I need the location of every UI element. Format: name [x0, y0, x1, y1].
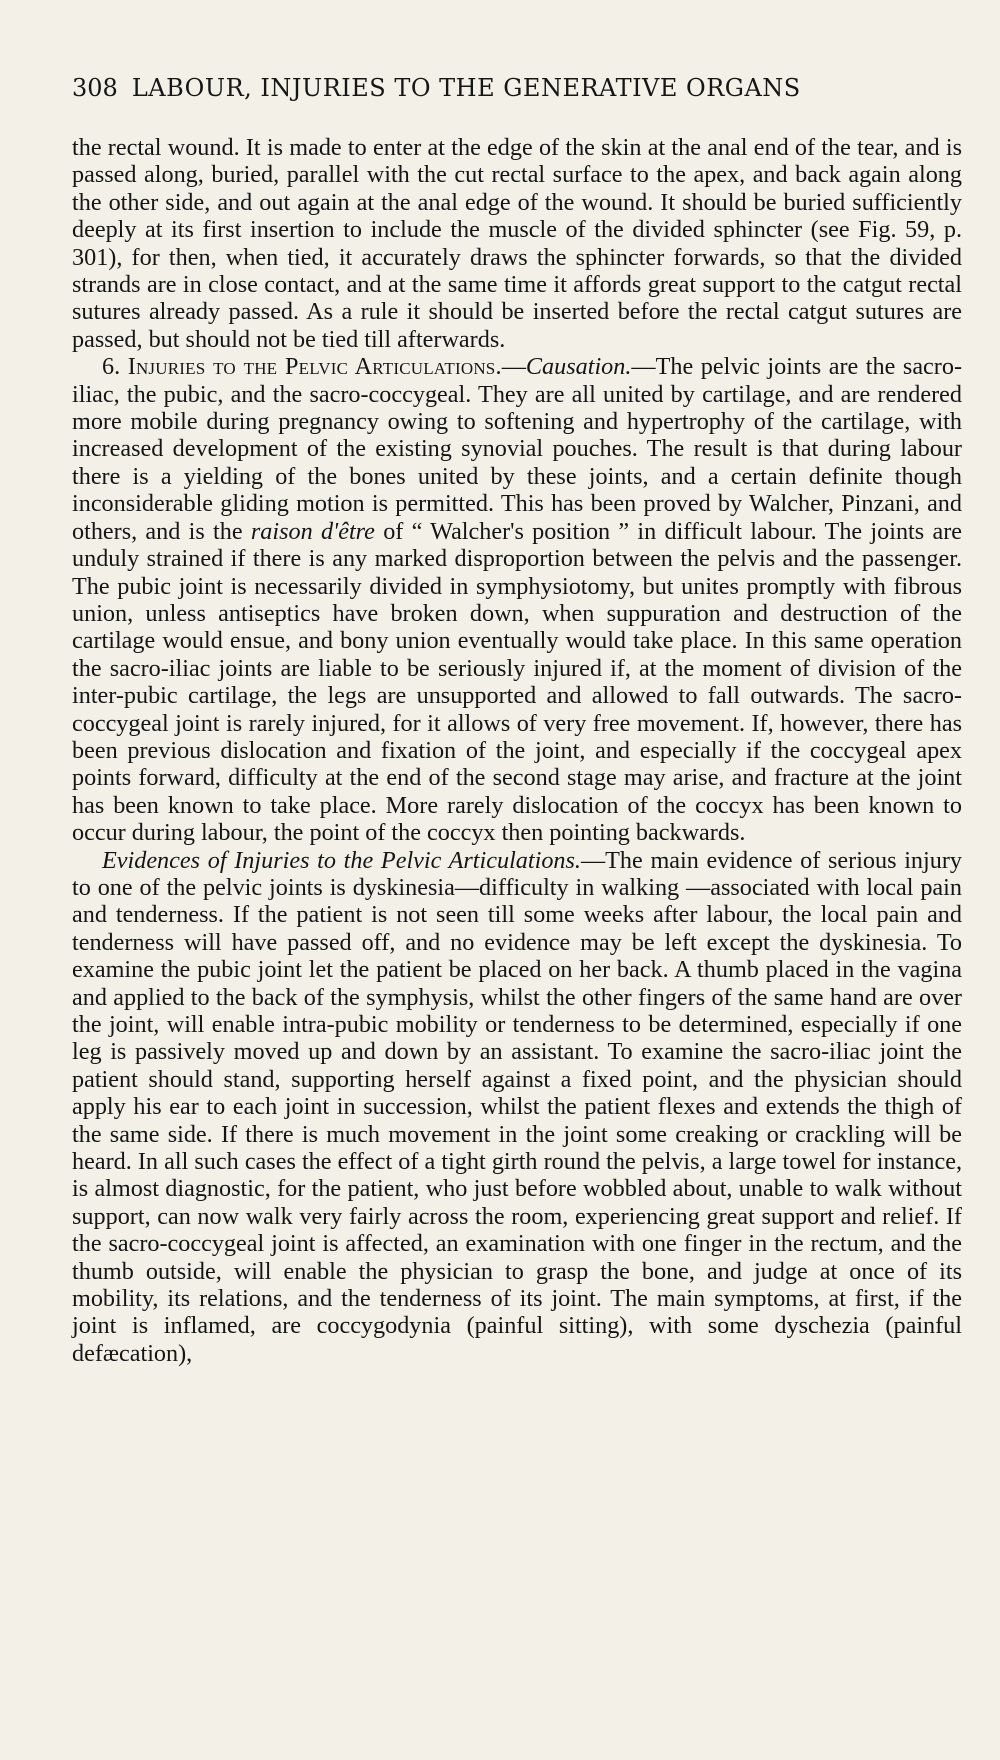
paragraph-continuation — [72, 134, 962, 353]
paragraph-evidences — [72, 847, 962, 1368]
dash: — — [631, 353, 656, 381]
subheading-evidences: Evidences of Injuries to the Pelvic Articulations. — [102, 846, 581, 874]
section-heading: Injuries to the Pelvic Articulations. — [127, 353, 502, 381]
paragraph-text: —The main evidence of serious injury to one of the pelvic joints is dyskinesia—difficulty in walking —associated with local pain and tenderness. If the patient is not seen till some weeks after labour, the local pain and tenderness will have passed off, and no evidence may be left except the dyskinesia. To examine the pubic joint let the patient be placed on her back. A thumb placed in the vagina and applied to the back of the symphysis, whilst the other fingers of the same hand are over the joint, will enable intra-pubic mobility or tenderness to be determined, especially if one leg is passively moved up and down by an assistant. To examine the sacro-iliac joint the patient should stand, supporting herself against a fixed point, and the physician should apply his ear to each joint in succession, whilst the patient flexes and extends the thigh of the same side. If there is much movement in the joint some creaking or crackling will be heard. In all such cases the effect of a tight girth round the pelvis, a large towel for instance, is almost diagnostic, for the patient, who just before wobbled about, unable to walk without support, can now walk very fairly across the room, experiencing great support and relief. If the sacro-coccygeal joint is affected, an examination with one finger in the rectum, and the thumb outside, will enable the physician to grasp the bone, and judge at once of its mobility, its relations, and the tenderness of its joint. The main symptoms, at first, if the joint is inflamed, are coccygodynia (painful sitting), with some dyschezia (painful defæcation), — [72, 846, 962, 1367]
dash: — — [501, 353, 526, 381]
running-head — [72, 74, 932, 108]
paragraph-text: the rectal wound. It is made to enter at the edge of the skin at the anal end of the tear, and is passed along, buried, parallel with the cut rectal surface to the apex, and back again along the other side, and out again at the anal edge of the wound. It should be buried sufficiently deeply at its first insertion to include the muscle of the divided sphincter (see Fig. 59, p. 301), for then, when tied, it accurately draws the sphincter forwards, so that the divided strands are in close contact, and at the same time it affords great support to the catgut rectal sutures already passed. As a rule it should be inserted before the rectal catgut sutures are passed, but should not be tied till afterwards. — [72, 134, 962, 353]
page-number: 308 — [72, 74, 118, 102]
paragraph-section-6 — [72, 353, 962, 846]
italic-phrase: raison d'être — [250, 517, 375, 545]
section-number: 6. — [102, 353, 128, 381]
running-head-title: LABOUR, INJURIES TO THE GENERATIVE ORGANS — [131, 74, 801, 102]
paragraph-text: The pelvic joints are the sacro-iliac, the pubic, and the sacro-coccygeal. They are all united by cartilage, and are rendered more mobile during pregnancy owing to softening and hypertrophy of the cartilage, with increased development of the existing synovial pouches. The result is that during labour there is a yielding of the bones united by these joints, and a certain definite though inconsiderable gliding motion is permitted. This has been proved by Walcher, Pinzani, and others, and is the — [72, 353, 963, 545]
paragraph-text: of “ Walcher's position ” in difficult labour. The joints are unduly strained if there is any marked disproportion between the pelvis and the passenger. The pubic joint is necessarily divided in symphysiotomy, but unites promptly with fibrous union, unless antiseptics have broken down, when suppuration and destruction of the cartilage would ensue, and bony union eventually would take place. In this same operation the sacro-iliac joints are liable to be seriously injured if, at the moment of division of the inter-pubic cartilage, the legs are unsupported and allowed to fall outwards. The sacro-coccygeal joint is rarely injured, for it allows of very free movement. If, however, there has been previous dislocation and fixation of the joint, and especially if the coccygeal apex points forward, difficulty at the end of the second stage may arise, and fracture at the joint has been known to take place. More rarely dislocation of the coccyx has been known to occur during labour, the point of the coccyx then pointing backwards. — [72, 517, 962, 847]
body-text — [72, 134, 962, 1367]
subheading-causation: Causation. — [525, 353, 632, 381]
